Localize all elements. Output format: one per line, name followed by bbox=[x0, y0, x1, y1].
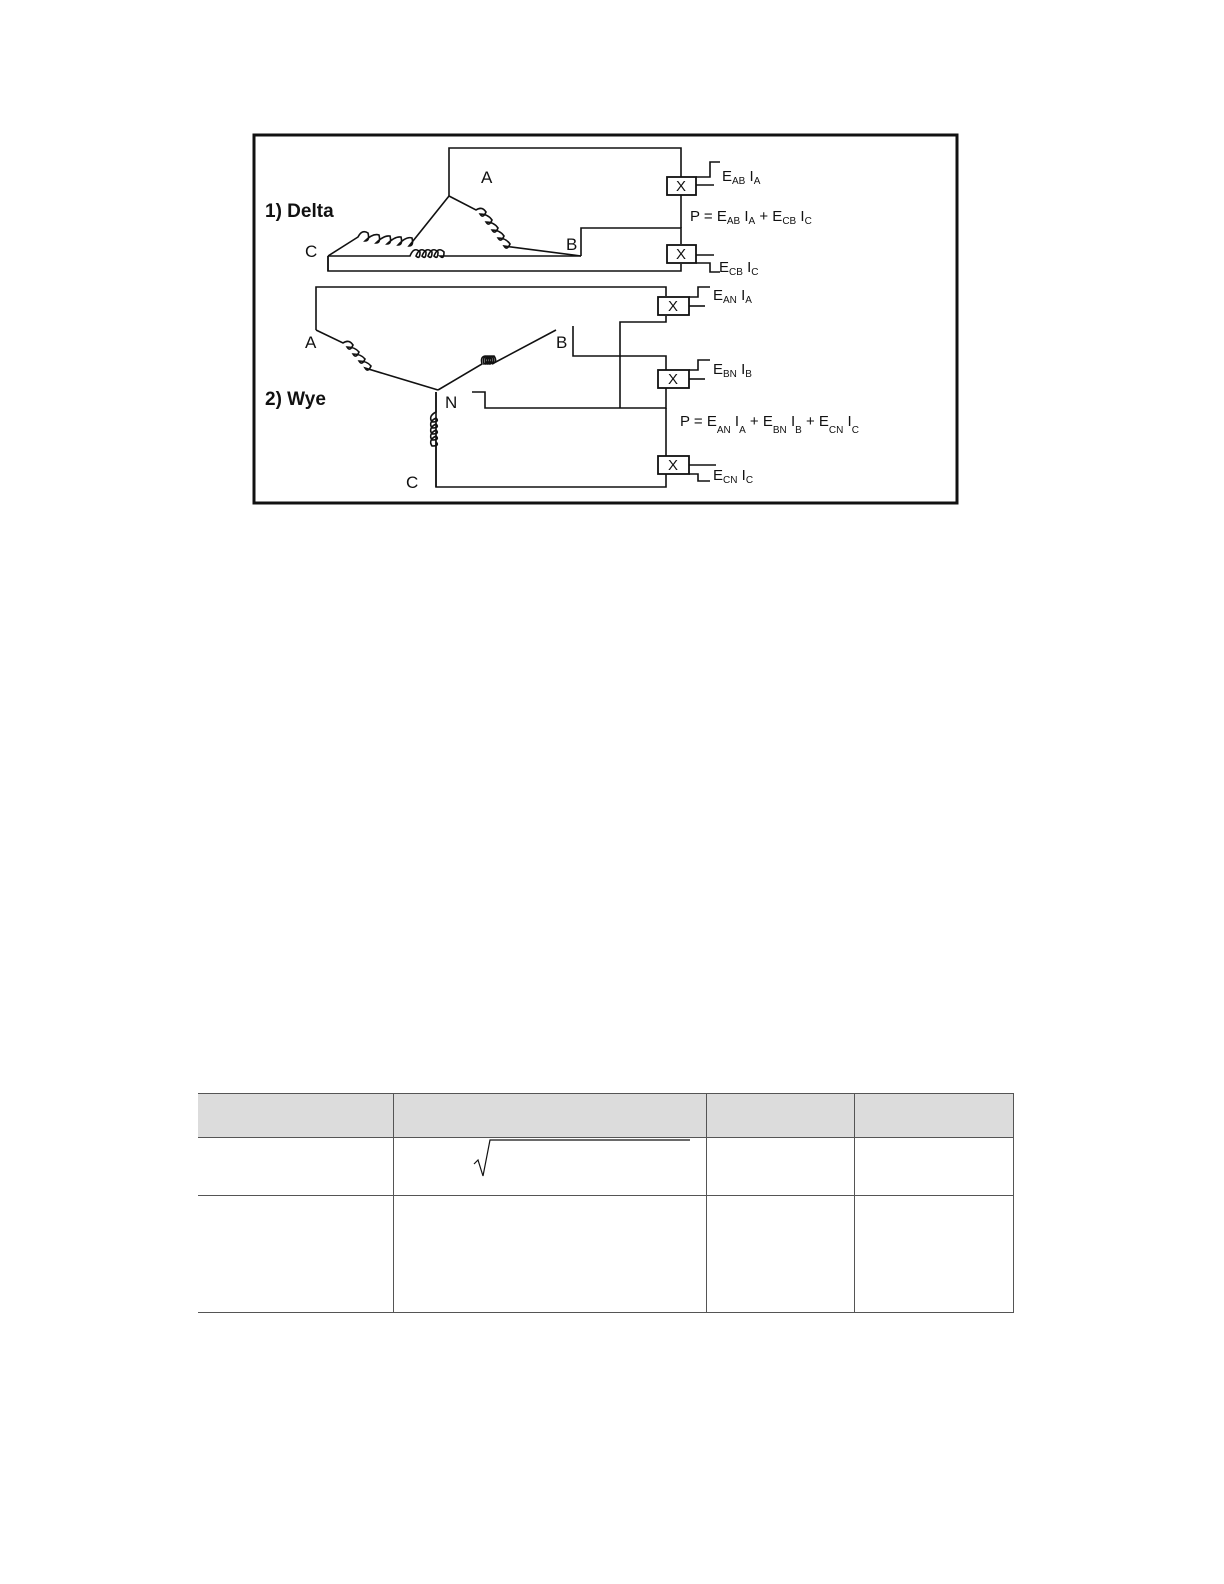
table-row bbox=[198, 1196, 1013, 1313]
delta-node-a: A bbox=[481, 168, 493, 187]
delta-meter-bottom bbox=[667, 245, 720, 272]
delta-meter-top bbox=[667, 162, 720, 195]
square-root-icon bbox=[394, 1138, 707, 1178]
svg-text:EAN IA: $E_{AN}$ $I_A$ bbox=[713, 287, 752, 306]
table-cell bbox=[393, 1196, 706, 1313]
table-row bbox=[198, 1138, 1013, 1196]
table-header-row bbox=[198, 1094, 1013, 1138]
delta-node-b: B bbox=[566, 235, 578, 254]
svg-text:EBN IB: $E_{BN}$ $I_B$ bbox=[713, 361, 752, 380]
wye-title: 2) Wye bbox=[265, 389, 326, 410]
power-measurement-diagram bbox=[250, 130, 962, 510]
table-cell bbox=[854, 1196, 1013, 1313]
svg-text:X: X bbox=[668, 457, 679, 474]
svg-text:ECN IC: $E_{CN}$ $I_C$ bbox=[713, 467, 754, 486]
wye-power-formula: $P = E_{AN}$ $I_A + E_{BN}$ $I_B + E_{CN}$ $I_C$ bbox=[680, 413, 859, 436]
svg-text:X: X bbox=[676, 178, 687, 195]
data-table bbox=[198, 1093, 1014, 1313]
diagram-frame bbox=[254, 135, 957, 503]
table-cell bbox=[706, 1138, 854, 1196]
svg-text:ECB IC: $E_{CB}$ $I_C$ bbox=[719, 259, 759, 278]
table-header-cell bbox=[198, 1094, 393, 1138]
table-cell bbox=[854, 1138, 1013, 1196]
table-cell bbox=[706, 1196, 854, 1313]
svg-text:EAB IA: $E_{AB}$ $I_A$ bbox=[722, 168, 761, 187]
wye-node-n: N bbox=[445, 393, 458, 412]
wye-meter-labels bbox=[713, 287, 753, 486]
table-header-cell bbox=[393, 1094, 706, 1138]
wye-node-a: A bbox=[305, 333, 317, 352]
table-cell bbox=[198, 1196, 393, 1313]
table-cell bbox=[198, 1138, 393, 1196]
svg-text:X: X bbox=[668, 298, 679, 315]
table-cell-sqrt bbox=[393, 1138, 706, 1196]
delta-node-c: C bbox=[305, 242, 318, 261]
table-header-cell bbox=[854, 1094, 1013, 1138]
delta-power-formula: $P = E_{AB}$ $I_A + E_{CB}$ $I_C$ bbox=[690, 208, 812, 227]
delta-coils bbox=[328, 196, 581, 257]
delta-title: 1) Delta bbox=[265, 201, 334, 222]
wye-node-c: C bbox=[406, 473, 419, 492]
delta-wiring bbox=[328, 148, 681, 271]
wye-wiring bbox=[316, 287, 666, 487]
wye-node-b: B bbox=[556, 333, 568, 352]
table-header-cell bbox=[706, 1094, 854, 1138]
svg-text:X: X bbox=[676, 246, 687, 263]
svg-text:X: X bbox=[668, 371, 679, 388]
